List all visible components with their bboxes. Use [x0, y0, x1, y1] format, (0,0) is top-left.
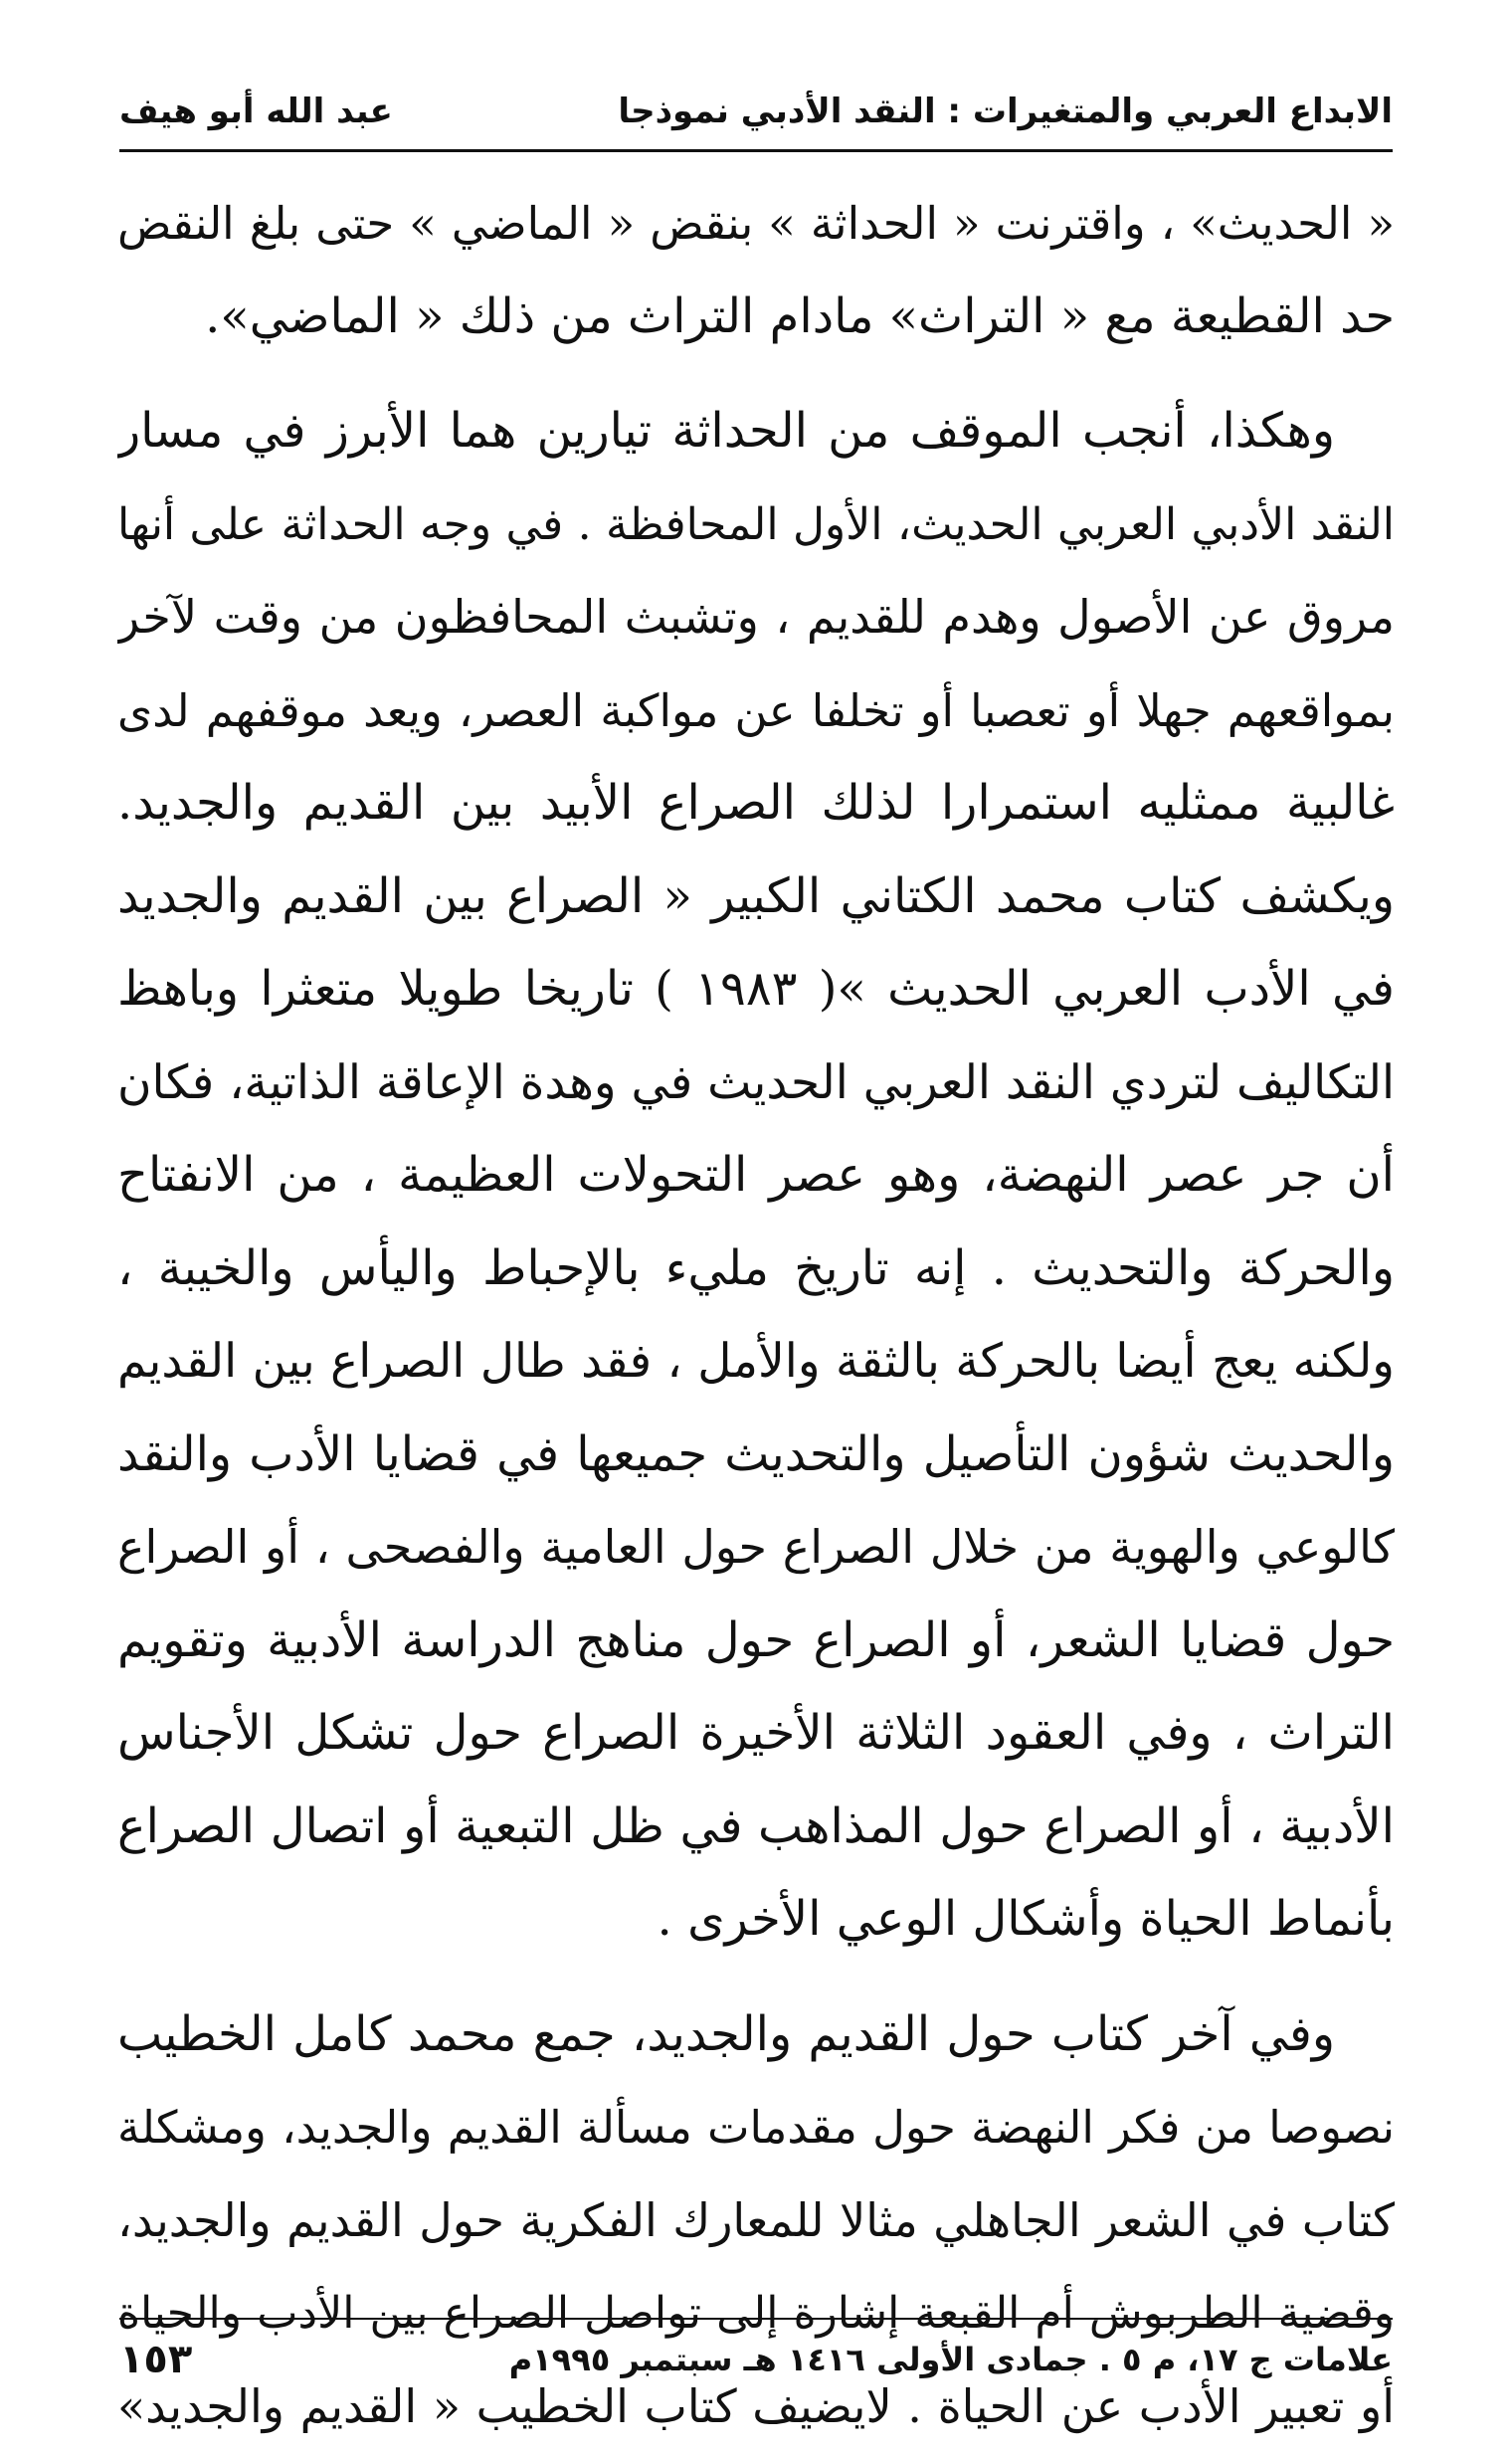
- text-line: التكاليف لتردي النقد العربي الحديث في وهدة الإعاقة الذاتية، فكان: [117, 1037, 1395, 1130]
- text-line: بأنماط الحياة وأشكال الوعي الأخرى .: [117, 1873, 1395, 1967]
- page-footer: [119, 2332, 1393, 2387]
- text-line: غالبية ممثليه استمرارا لذلك الصراع الأبيد بين القديم والجديد.: [117, 757, 1395, 850]
- header-author: عبد الله أبو هيف: [119, 92, 393, 131]
- page-number: ١٥٣: [119, 2337, 192, 2382]
- text-line: نصوصا من فكر النهضة حول مقدمات مسألة القديم والجديد، ومشكلة: [117, 2081, 1395, 2174]
- text-line: بمواقعهم جهلا أو تعصبا أو تخلفا عن مواكبة العصر، ويعد موقفهم لدى: [117, 664, 1395, 758]
- text-line: في الأدب العربي الحديث »( ١٩٨٣ ) تاريخا طويلا متعثرا وباهظ: [117, 943, 1395, 1037]
- text-line: وهكذا، أنجب الموقف من الحداثة تيارين هما الأبرز في مسار: [117, 385, 1395, 478]
- text-line: ويكشف كتاب محمد الكتاني الكبير « الصراع بين القديم والجديد: [117, 850, 1395, 944]
- footer-citation: علامات ج ١٧، م ٥ . جمادى الأولى ١٤١٦ هـ سبتمبر ١٩٩٥م: [509, 2341, 1393, 2378]
- text-line: النقد الأدبي العربي الحديث، الأول المحافظة . في وجه الحداثة على أنها: [117, 478, 1395, 572]
- text-line: كتاب في الشعر الجاهلي مثالا للمعارك الفكرية حول القديم والجديد،: [117, 2174, 1395, 2268]
- paragraph-gap: [117, 363, 1395, 385]
- text-line: والحركة والتحديث . إنه تاريخ مليء بالإحباط واليأس والخيبة ،: [117, 1223, 1395, 1316]
- paragraph-gap: [117, 1967, 1395, 1988]
- text-line: مروق عن الأصول وهدم للقديم ، وتشبث المحافظون من وقت لآخر: [117, 571, 1395, 664]
- text-line: وفي آخر كتاب حول القديم والجديد، جمع محمد كامل الخطيب: [117, 1988, 1395, 2082]
- text-line: ولكنه يعج أيضا بالحركة بالثقة والأمل ، فقد طال الصراع بين القديم: [117, 1315, 1395, 1409]
- footer-rule: [119, 2318, 1393, 2320]
- text-line: والحديث شؤون التأصيل والتحديث جميعها في قضايا الأدب والنقد: [117, 1409, 1395, 1502]
- header-rule: [119, 149, 1393, 152]
- header-title: الابداع العربي والمتغيرات : النقد الأدبي نموذجا: [618, 92, 1393, 131]
- text-line: كالوعي والهوية من خلال الصراع حول العامية والفصحى ، أو الصراع: [117, 1501, 1395, 1595]
- text-line: الأدبية ، أو الصراع حول المذاهب في ظل التبعية أو اتصال الصراع: [117, 1781, 1395, 1874]
- text-line: أو تعبير الأدب عن الحياة . لايضيف كتاب الخطيب « القديم والجديد»: [117, 2360, 1395, 2453]
- text-line: وقضية الطربوش أم القبعة إشارة إلى تواصل الصراع بين الأدب والحياة: [117, 2267, 1395, 2360]
- paragraph-1: [117, 177, 1395, 363]
- body-text: [117, 177, 1395, 2453]
- text-line: حول قضايا الشعر، أو الصراع حول مناهج الدراسة الأدبية وتقويم: [117, 1595, 1395, 1688]
- text-line: التراث ، وفي العقود الثلاثة الأخيرة الصراع حول تشكل الأجناس: [117, 1687, 1395, 1781]
- text-line: « الحديث» ، واقترنت « الحداثة » بنقض « الماضي » حتى بلغ النقض: [117, 177, 1395, 271]
- paragraph-2: [117, 385, 1395, 1967]
- text-line: حد القطيعة مع « التراث» مادام التراث من ذلك « الماضي».: [117, 271, 1395, 364]
- text-line: أن جر عصر النهضة، وهو عصر التحولات العظيمة ، من الانفتاح: [117, 1129, 1395, 1223]
- running-header: [119, 82, 1393, 141]
